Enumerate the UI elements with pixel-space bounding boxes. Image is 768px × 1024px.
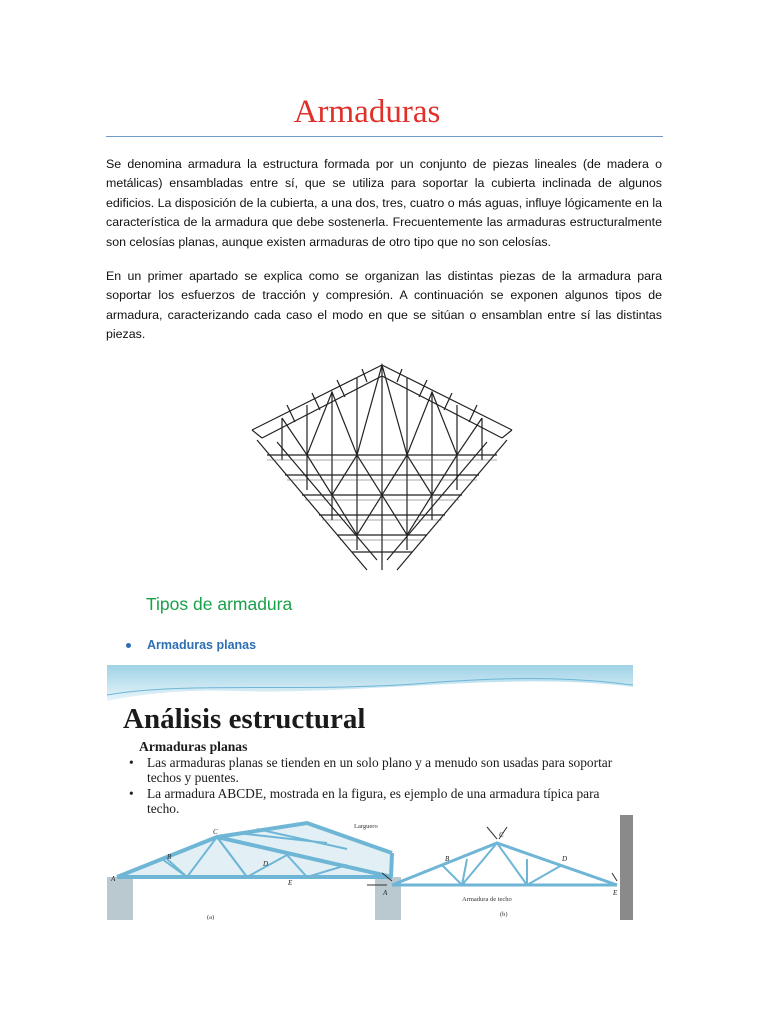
slide-title: Análisis estructural: [123, 703, 366, 735]
roof-truss-illustration: [247, 360, 517, 580]
slide-header-wave: [107, 665, 633, 705]
slide-bullet-2: • La armadura ABCDE, mostrada en la figura, es ejemplo de una armadura típica para techo.: [129, 786, 600, 816]
svg-text:B: B: [167, 853, 172, 861]
fig-a-label: (a): [207, 914, 215, 920]
bullet-item-armaduras-planas: [126, 638, 256, 652]
svg-text:D: D: [263, 860, 269, 868]
document-title: Armaduras: [293, 94, 441, 130]
svg-text:D: D: [562, 855, 568, 863]
section-heading: Tipos de armadura: [146, 594, 293, 614]
svg-text:B: B: [445, 855, 450, 863]
truss-figure: [107, 815, 633, 920]
truss-3d-figure-a: [107, 823, 401, 920]
paragraph-definition: Se denomina armadura la estructura formada por un conjunto de piezas lineales (de madera o metálicas) ensambladas entre sí, que se utiliza para soportar la cubierta inclinada de algunos edificios. La disposición de la cubierta, a una dos, tres, cuatro o más aguas, influye lógicamente en la característica de la armadura que debe sostenerla. Frecuentemente las armaduras estructuralmente son celosías planas, aunque existen armaduras de otro tipo que no son celosías.: [106, 157, 662, 249]
bullet-dot-icon: [126, 643, 131, 648]
svg-text:C: C: [213, 828, 218, 836]
paragraph-overview: En un primer apartado se explica como se organizan las distintas piezas de la armadura para soportar los esfuerzos de tracción y compresión. A continuación se exponen algunos tipos de armadura, caracterizando cada caso el modo en que se sitúan o ensamblan entre sí las distintas piezas.: [106, 269, 662, 342]
svg-text:E: E: [613, 889, 618, 897]
bullet-label: Armaduras planas: [147, 638, 257, 652]
slide-bullet-dot-icon: •: [129, 755, 134, 770]
svg-text:A: A: [383, 889, 388, 897]
slide-bullet-1: • Las armaduras planas se tienden en un solo plano y a menudo son usadas para soportar techos y puentes.: [129, 755, 613, 785]
armadura-techo-label: Armadura de techo: [462, 896, 512, 903]
svg-text:E: E: [288, 879, 293, 887]
slide-bullet-dot-icon: •: [129, 786, 134, 801]
title-underline: [106, 136, 663, 137]
larguero-label: Larguero: [354, 823, 378, 830]
svg-text:C: C: [499, 831, 504, 839]
svg-text:A: A: [111, 875, 116, 883]
slide-subtitle: Armaduras planas: [139, 739, 248, 754]
truss-planar-figure-b: [367, 815, 633, 920]
slide-image: [107, 665, 633, 920]
fig-b-label: (b): [500, 911, 508, 918]
